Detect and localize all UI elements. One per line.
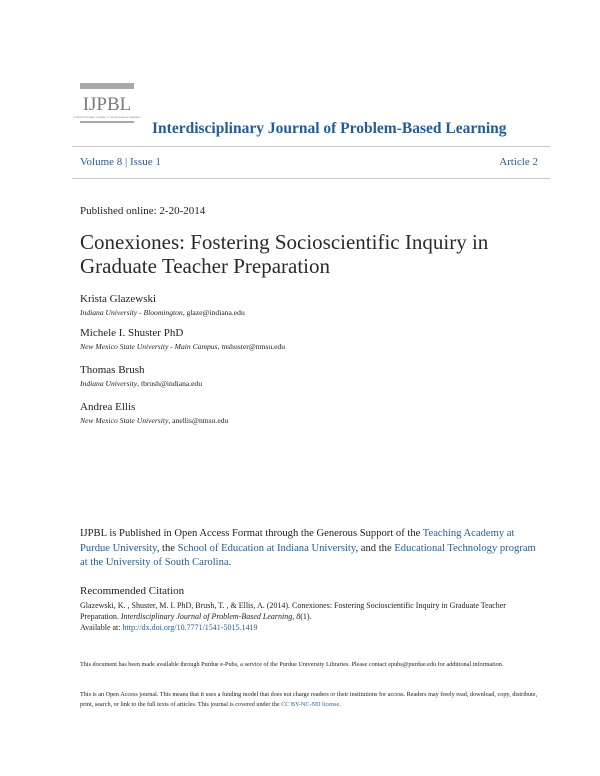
school-of-education-link[interactable]: School of Education at Indiana University (177, 542, 356, 554)
author-email[interactable]: tbrush@indiana.edu (140, 379, 203, 388)
availability-note: This document has been made available through Purdue e-Pubs, a service of the Purdue University Libraries. Please contact epubs@purdue.edu for additional information. (80, 661, 504, 668)
oa-prefix: IJPBL is Published in Open Access Format through the Generous Support of the (80, 528, 423, 539)
doi-link[interactable]: http://dx.doi.org/10.7771/1541-5015.1419 (122, 622, 258, 632)
author-institution: Indiana University (80, 379, 138, 388)
logo-tagline: INTERDISCIPLINARY JOURNAL OF PROBLEM-BASED LEARNING (73, 117, 141, 119)
educational-technology-link[interactable]: Educational Technology program at the University of South Carolina (80, 542, 536, 568)
author-email[interactable]: mshuster@nmsu.edu (221, 342, 286, 351)
citation-heading: Recommended Citation (80, 585, 185, 597)
author-affiliation: New Mexico State University, anellis@nmsu.edu (80, 416, 229, 425)
article-title: Conexiones: Fostering Socioscientific Inquiry in Graduate Teacher Preparation (80, 230, 489, 278)
author-name: Michele I. Shuster PhD (80, 327, 184, 339)
header-divider-top (72, 146, 550, 147)
citation-authors: Glazewski, K. , Shuster, M. I. PhD, Brush, T. , & Ellis, A. (2014). Conexiones: Fostering Socioscientific Inquiry in Graduate Teacher Preparation. (80, 601, 506, 621)
open-access-statement (80, 527, 540, 571)
published-date: Published online: 2-20-2014 (80, 205, 206, 217)
journal-logo (73, 83, 141, 131)
author-email[interactable]: glaze@indiana.edu (186, 308, 245, 317)
author-institution: New Mexico State University - Main Campus (80, 342, 218, 351)
author-name: Krista Glazewski (80, 293, 157, 305)
citation-text (80, 601, 540, 633)
oa-suffix: . (228, 557, 232, 568)
author-affiliation: Indiana University - Bloomington, glaze@indiana.edu (80, 308, 245, 317)
author-affiliation: New Mexico State University - Main Campus, mshuster@nmsu.edu (80, 342, 286, 351)
volume-issue-link[interactable]: Volume 8 | Issue 1 (80, 156, 161, 168)
author-institution: New Mexico State University (80, 416, 169, 425)
author-email[interactable]: anellis@nmsu.edu (172, 416, 229, 425)
license-link[interactable]: CC BY-NC-ND license (281, 701, 340, 708)
logo-text: IJPBL (82, 94, 132, 115)
citation-journal: Interdisciplinary Journal of Problem-Based Learning, 8 (120, 611, 301, 621)
article-number-link[interactable]: Article 2 (499, 156, 538, 168)
oa-separator: , and the (355, 542, 395, 554)
logo-graphic (73, 83, 141, 131)
author-affiliation: Indiana University, tbrush@indiana.edu (80, 379, 203, 388)
author-institution: Indiana University - Bloomington (80, 308, 183, 317)
license-text: This is an Open Access journal. This means that it uses a funding model that does not charge readers or their institutions for access. Readers may freely read, download, copy, distribute, print, search, or link to the full texts of articles. This journal is covered under the (80, 691, 538, 708)
citation-available-label: Available at: (80, 622, 123, 632)
license-note (80, 690, 540, 710)
oa-separator: , the (156, 542, 178, 554)
author-name: Thomas Brush (80, 364, 145, 376)
license-suffix: . (339, 701, 341, 708)
citation-issue: (1). (300, 611, 312, 621)
journal-title[interactable]: Interdisciplinary Journal of Problem-Based Learning (152, 120, 507, 137)
header-divider-bottom (72, 178, 550, 179)
teaching-academy-link[interactable]: Teaching Academy at Purdue University (80, 528, 515, 554)
author-name: Andrea Ellis (80, 401, 136, 413)
